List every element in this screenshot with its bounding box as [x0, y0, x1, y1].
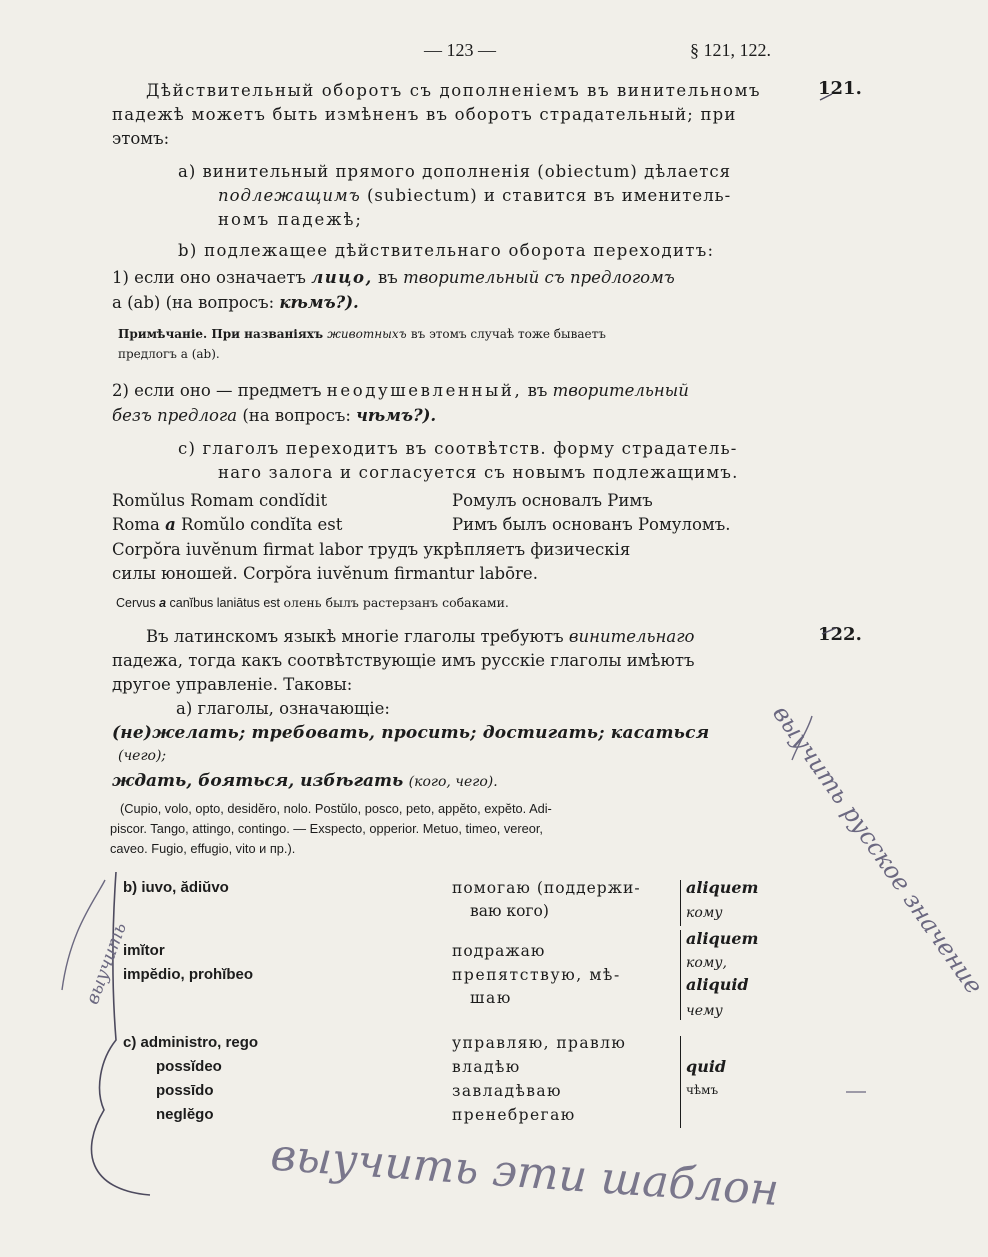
table-case: quid [686, 1057, 727, 1076]
handwritten-note-right: выучить русское значение [767, 700, 988, 1000]
table-brace [680, 1036, 681, 1128]
term-animals: животныхъ [327, 327, 407, 341]
term-inanimate: неодушевленный, [326, 381, 523, 400]
table-brace [680, 880, 681, 926]
paragraph-line: Дѣйствительный оборотъ съ дополненіемъ въ винительномъ [146, 81, 762, 100]
rule-a-line: номъ падежѣ; [218, 210, 363, 229]
note-label: Примѣчаніе. При названіяхъ [118, 327, 324, 341]
table-case: aliquem [686, 929, 759, 948]
table-latin: c) administro, rego [123, 1034, 259, 1051]
rule-c-line: наго залога и согласуется съ новымъ подлежащимъ. [218, 463, 739, 482]
paragraph-line: Въ латинскомъ языкѣ многіе глаголы требуютъ винительнаго [146, 627, 695, 646]
term-subject: подлежащимъ [218, 186, 361, 205]
rule-b2-line: 2) если оно — предметъ неодушевленный, въ творительный [112, 381, 689, 400]
table-russian: помогаю (поддержи- [452, 879, 641, 897]
latin-verbs-line: (Cupio, volo, opto, desidĕro, nolo. Postŭlo, posco, peto, appĕto, expĕto. Adi- [120, 801, 552, 816]
term-instrumental: творительный [552, 381, 689, 400]
handwritten-note-bottom: выучить эти шаблон [268, 1129, 781, 1216]
table-case: aliquid [686, 975, 749, 994]
list-a-heading: а) глаголы, означающіе: [176, 699, 390, 718]
term-person: лицо, [311, 268, 373, 287]
term-accusative: винительнаго [568, 627, 695, 646]
rule-c-line: c) глаголъ переходитъ въ соотвѣтств. форму страдатель- [178, 439, 738, 458]
verb-list-case: (чего); [118, 748, 167, 764]
note-line: Примѣчаніе. При названіяхъ животныхъ въ этомъ случаѣ тоже бываетъ [118, 327, 606, 341]
rule-a-line [218, 185, 731, 207]
section-number-122: 122. [818, 624, 862, 645]
latin-verbs-line: piscor. Tango, attingo, contingo. — Exspecto, opperior. Metuo, timeo, vereor, [110, 821, 543, 836]
table-case: aliquem [686, 878, 759, 897]
example-russian: Ромулъ основалъ Римъ [452, 491, 653, 510]
verb-list: ждать, бояться, избѣгать (кого, чего). [112, 771, 498, 791]
table-case: кому [686, 905, 723, 921]
paragraph-line: падежѣ можетъ быть измѣненъ въ оборотъ страдательный; при [112, 105, 737, 124]
rule-a-line [178, 161, 731, 183]
latin-verbs-line: caveo. Fugio, effugio, vito и пр.). [110, 841, 296, 856]
rule-b1-line: 1) если оно означаетъ лицо, въ творительный съ предлогомъ [112, 268, 675, 287]
question-what: чѣмъ?). [356, 406, 437, 425]
term-without-preposition: безъ предлога [112, 406, 238, 425]
term-instrumental-preposition: творительный съ предлогомъ [403, 268, 675, 287]
table-brace [680, 930, 681, 1020]
table-russian: пренебрегаю [452, 1106, 576, 1124]
table-russian: ваю кого) [470, 902, 549, 920]
table-russian: препятствую, мѣ- [452, 966, 621, 984]
table-latin: neglĕgo [156, 1106, 214, 1123]
section-reference: § 121, 122. [690, 40, 771, 60]
paragraph-line: падежа, тогда какъ соотвѣтствующіе имъ русскіе глаголы имѣютъ [112, 651, 695, 670]
table-russian: подражаю [452, 942, 546, 960]
example-latin: Roma a Romŭlo condĭta est [112, 515, 343, 534]
example-line: Corpŏra iuvĕnum firmat labor трудъ укрѣпляетъ физическія [112, 540, 631, 559]
paragraph-line: другое управленіе. Таковы: [112, 675, 353, 694]
handwritten-note-left: выучить [82, 919, 131, 1008]
section-number-121: 121. [818, 78, 862, 99]
example-line: силы юношей. Corpŏra iuvĕnum firmantur labōre. [112, 564, 538, 583]
table-latin: possīdo [156, 1082, 214, 1099]
table-case: чему [686, 1003, 723, 1019]
question-whom: кѣмъ?). [279, 293, 359, 312]
table-russian: завладѣваю [452, 1082, 562, 1100]
page-number: — 123 — [424, 40, 496, 60]
rule-b2-line: безъ предлога (на вопросъ: чѣмъ?). [112, 406, 437, 425]
table-russian: владѣю [452, 1058, 521, 1076]
table-russian: шаю [470, 989, 512, 1007]
table-case: кому, [686, 955, 727, 971]
example-russian: Римъ былъ основанъ Ромуломъ. [452, 515, 731, 534]
example-latin: Romŭlus Romam condĭdit [112, 491, 328, 510]
note-line: предлогъ a (ab). [118, 347, 220, 361]
verb-list: (не)желать; требовать, просить; достигать; касаться [112, 723, 710, 743]
table-latin: possĭdeo [156, 1058, 222, 1075]
rule-a-text: а) винительный прямого дополненія (obiectum) дѣлается [178, 162, 732, 181]
table-latin: impĕdio, prohĭbeo [123, 966, 253, 983]
table-latin: imĭtor [123, 942, 165, 959]
example-line: Cervus a canĭbus laniātus est олень былъ растерзанъ собаками. [116, 595, 509, 610]
paragraph-line: этомъ: [112, 129, 170, 148]
rule-a-text: (subiectum) и ставится въ именитель- [366, 186, 732, 205]
rule-b-line: b) подлежащее дѣйствительнаго оборота переходитъ: [178, 241, 715, 260]
rule-b1-line: a (ab) (на вопросъ: кѣмъ?). [112, 293, 359, 312]
table-russian: управляю, правлю [452, 1034, 627, 1052]
table-latin: b) iuvo, ădiŭvo [123, 879, 229, 896]
table-case: чѣмъ [686, 1083, 719, 1097]
